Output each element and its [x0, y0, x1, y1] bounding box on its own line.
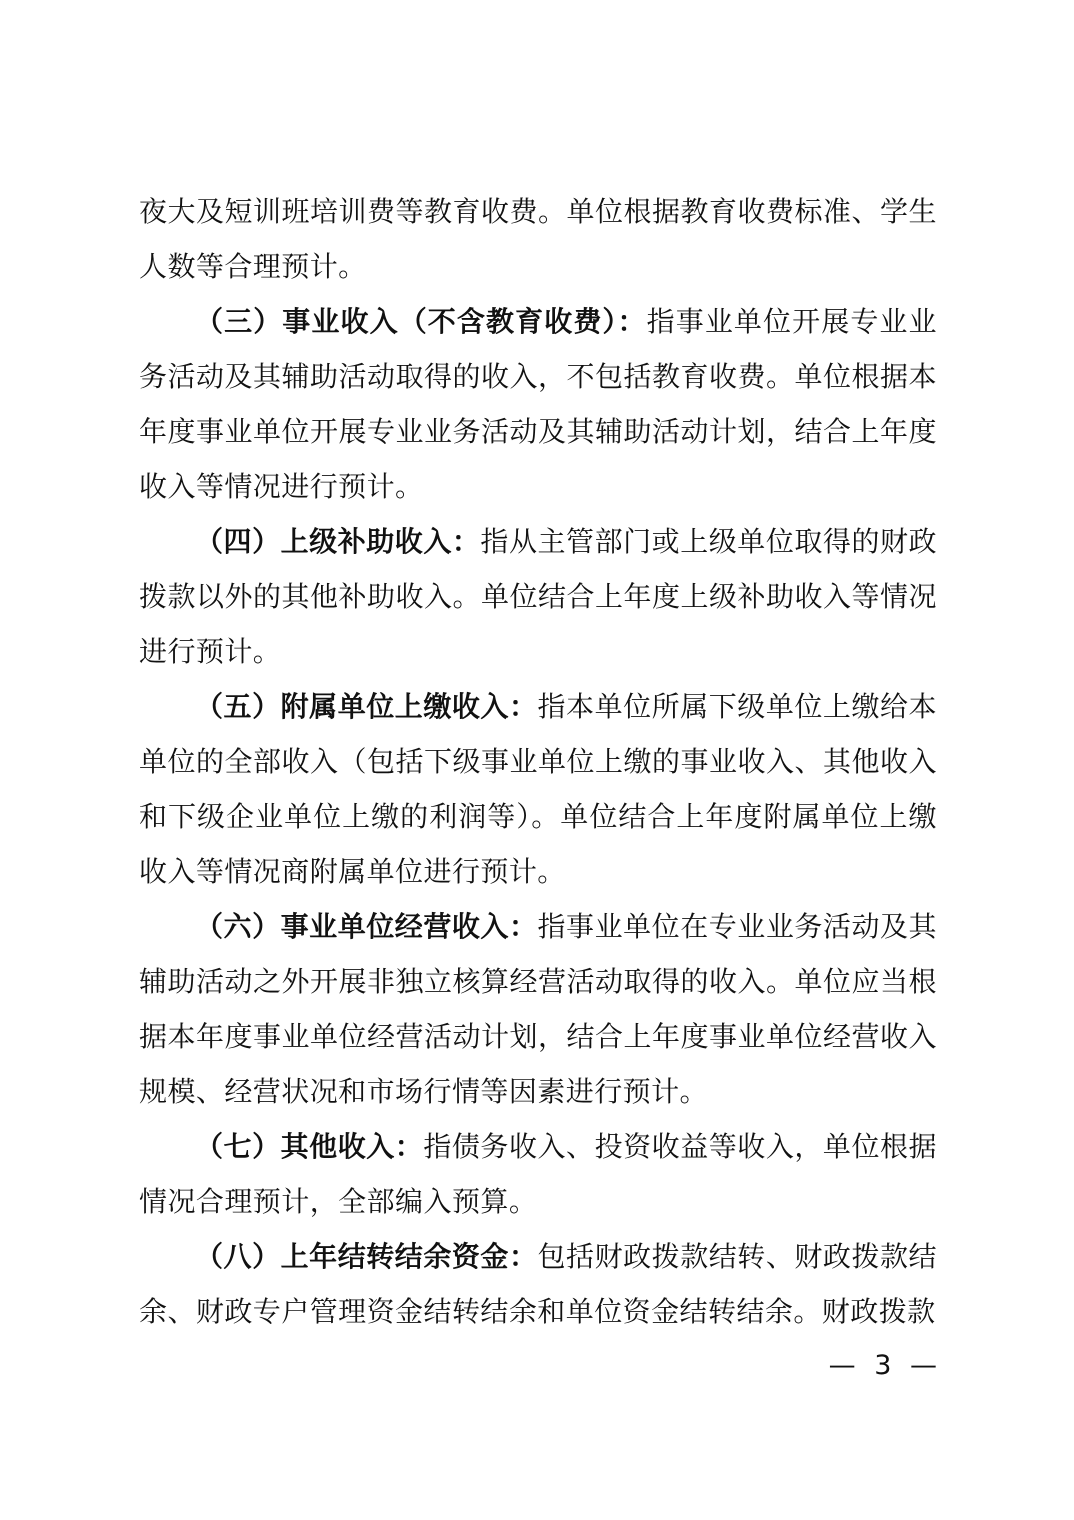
paragraph-lead: （四）上级补助收入：: [195, 525, 481, 558]
paragraph-lead: （八）上年结转结余资金：: [195, 1240, 538, 1273]
paragraph-text: 夜大及短训班培训费等教育收费。单位根据教育收费标准、学生人数等合理预计。: [139, 195, 937, 283]
paragraph-text: 指从主管部门或上级单位取得的财政拨款以外的其他补助收入。单位结合上年度上级补助收入等情况进行预计。: [139, 525, 937, 668]
paragraph: [139, 899, 937, 1119]
paragraph-lead: （六）事业单位经营收入：: [195, 910, 538, 943]
paragraph-lead: （五）附属单位上缴收入：: [195, 690, 538, 723]
paragraph-text: 包括财政拨款结转、财政拨款结余、财政专户管理资金结转结余和单位资金结转结余。财政拨款: [139, 1240, 937, 1328]
paragraph: [139, 1229, 937, 1339]
paragraph-text: 指债务收入、投资收益等收入，单位根据情况合理预计，全部编入预算。: [139, 1130, 937, 1218]
document-body: [139, 184, 937, 1339]
paragraph-text: 指事业单位在专业业务活动及其辅助活动之外开展非独立核算经营活动取得的收入。单位应当根据本年度事业单位经营活动计划，结合上年度事业单位经营收入规模、经营状况和市场行情等因素进行预计。: [139, 910, 937, 1108]
paragraph: [139, 184, 937, 294]
paragraph: [139, 679, 937, 899]
paragraph: [139, 1119, 937, 1229]
paragraph-text: 指事业单位开展专业业务活动及其辅助活动取得的收入，不包括教育收费。单位根据本年度事业单位开展专业业务活动及其辅助活动计划，结合上年度收入等情况进行预计。: [139, 305, 937, 503]
paragraph-lead: （三）事业收入（不含教育收费）：: [195, 305, 647, 338]
paragraph-lead: （七）其他收入：: [195, 1130, 424, 1163]
paragraph: [139, 294, 937, 514]
page-number: — 3 —: [828, 1350, 937, 1381]
paragraph-text: 指本单位所属下级单位上缴给本单位的全部收入（包括下级事业单位上缴的事业收入、其他收入和下级企业单位上缴的利润等）。单位结合上年度附属单位上缴收入等情况商附属单位进行预计。: [139, 690, 937, 888]
paragraph: [139, 514, 937, 679]
